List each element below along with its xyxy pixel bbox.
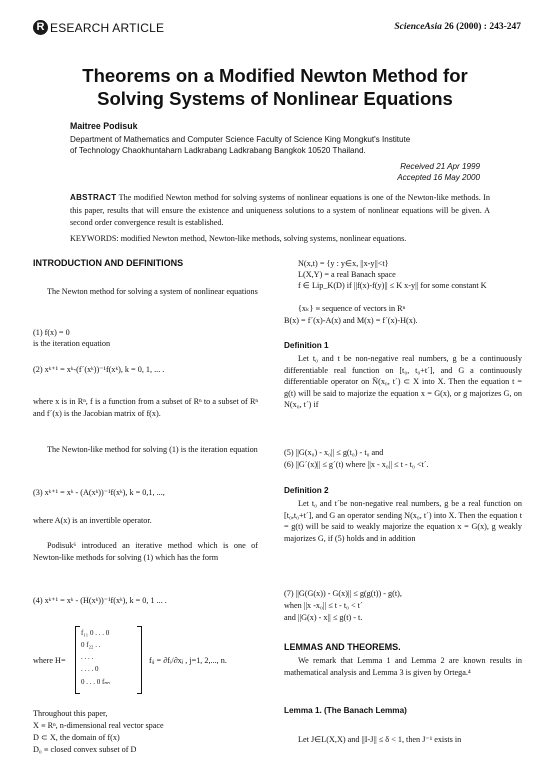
section-heading-lemmas: LEMMAS AND THEOREMS. — [284, 642, 401, 652]
article-header — [33, 20, 521, 38]
definition-1-title: Definition 1 — [284, 341, 329, 350]
lemmas-paragraph: We remark that Lemma 1 and Lemma 2 are known results in mathematical analysis and Lemma 3 is given by Ortega.⁴ — [284, 656, 522, 677]
equation-3: (3) xᵏ⁺¹ = xᵏ - (A(xᵏ))⁻¹f(xᵏ), k = 0,1, ..., — [33, 488, 165, 497]
matrix-row: . . . . — [81, 653, 94, 661]
fij-definition: fᵢⱼ = ∂fᵢ/∂xⱼ , j=1, 2,..., n. — [149, 656, 227, 665]
intro-paragraph: The Newton method for solving a system of nonlinear equations — [47, 287, 258, 296]
lemma-1-title: Lemma 1. (The Banach Lemma) — [284, 706, 407, 715]
equation-7-and: and ||G(x) - x|| ≤ g(t) - t. — [284, 613, 363, 622]
b-definition: B(x) = f´(x)-A(x) and M(x) = f´(x)-H(x). — [284, 316, 418, 325]
dates — [397, 161, 480, 183]
journal-citation — [394, 22, 521, 32]
where-h-label: where H= — [33, 656, 66, 665]
abstract-text: The modified Newton method for solving systems of nonlinear equations is one of the Newton-like methods. In this paper, results that will ensure the existence and uniqueness solutions to a system of nonlinear equations will be given. A second order convergence result is established. — [70, 193, 490, 227]
newton-like-paragraph: The Newton-like method for solving (1) is the iteration equation — [47, 445, 258, 454]
matrix-row: 0 f₂₂ . . — [81, 641, 101, 649]
equation-6: (6) ||G´(x)|| ≤ g´(t) where ||x - x₀|| ≤ t - t₀ <t´. — [284, 460, 429, 469]
article-type-label: ESEARCH ARTICLE — [50, 21, 165, 35]
equation-7: (7) ||G(G(x)) - G(x)|| ≤ g(g(t)) - g(t), — [284, 589, 402, 598]
podisuk-paragraph: Podisuk⁶ introduced an iterative method which is one of Newton-like methods for solving (1) which has the form — [33, 541, 258, 562]
matrix-right-bracket — [137, 626, 142, 694]
equation-2-explanation: where x is in Rⁿ, f is a function from a subset of Rⁿ to a subset of Rⁿ and f´(x) is the Jacobian matrix of f(x). — [33, 397, 258, 418]
received-date: Received 21 Apr 1999 — [400, 162, 480, 171]
equation-2: (2) xᵏ⁺¹ = xᵏ-(f´(xᵏ))⁻¹f(xᵏ), k = 0, 1, ... . — [33, 365, 165, 374]
definition-2-text: Let t₀ and t´be non-negative real numbers, g be a real function on [t₀,t₀+t´], and G an operator sending N(x₀, t´) into X. Then the equation t = g(t) will be said to weakly majorize the equation x = G(x), g weakly majorizes G, if (5) holds and in addition — [284, 499, 522, 543]
equation-7-when: when ||x -x₀|| ≤ t - t₀ < t´ — [284, 601, 363, 610]
abstract-label: ABSTRACT — [70, 193, 117, 202]
sequence-definition: {xₖ} ≡ sequence of vectors in Rⁿ — [298, 304, 406, 313]
l-definition: L(X,Y) = a real Banach space — [298, 270, 396, 279]
affiliation-line-2: of Technology Chaokhuntaharn Ladkrabang Ladkrabang Bangkok 10520 Thailand. — [70, 146, 366, 155]
matrix-row: 0 . . . 0 fₙₙ — [81, 678, 110, 686]
title-line-2: Solving Systems of Nonlinear Equations — [97, 88, 453, 109]
matrix-row: f₁₁ 0 . . . 0 — [81, 629, 110, 637]
lemma-1-text: Let J∈L(X,X) and ||I-J|| ≤ δ < 1, then J⁻¹ exists in — [298, 735, 462, 744]
title-line-1: Theorems on a Modified Newton Method for — [82, 65, 468, 86]
equation-5: (5) ||G(x₀) - x₀|| ≤ g(t₀) - t₀ and — [284, 448, 384, 457]
keywords: KEYWORDS: modified Newton method, Newton-like methods, solving systems, nonlinear equations. — [70, 234, 407, 243]
journal-name: ScienceAsia — [394, 22, 442, 32]
journal-volume: 26 (2000) : 243-247 — [444, 22, 521, 32]
affiliation-line-1: Department of Mathematics and Computer Science Faculty of Science King Mongkut's Institute — [70, 135, 411, 144]
definition-d: D ⊂ X, the domain of f(x) — [33, 733, 120, 742]
paper-title — [60, 64, 490, 110]
lipschitz-definition: f ∈ Lip_K(D) if ||f(x)-f(y)|| ≤ K x-y|| for some constant K — [298, 281, 487, 290]
matrix-row: . . . . 0 — [81, 665, 99, 673]
matrix-left-bracket — [75, 626, 80, 694]
h-matrix-definition — [33, 624, 258, 700]
abstract — [70, 192, 490, 230]
equation-1: (1) f(x) = 0 — [33, 328, 70, 337]
definition-2-title: Definition 2 — [284, 486, 329, 495]
n-definition: N(x,t) = {y : y∈x, ||x-y||<t} — [298, 259, 389, 268]
definition-1-text: Let t₀ and t be non-negative real numbers, g be a continuously differentiable real function on [t₀, t₀+t´], and G a continuously differentiable operator on N̄(x₀, t´) ⊂ X into X. Then the equation t = g(t) will be said to majorize the equation x = G(x), or g majorizes G, on N(x₀, t´) if — [284, 354, 522, 409]
equation-3-explanation: where A(x) is an invertible operator. — [33, 516, 152, 525]
definition-x: X ≡ Rⁿ, n-dimensional real vector space — [33, 721, 164, 730]
section-heading-introduction: INTRODUCTION AND DEFINITIONS — [33, 258, 184, 268]
affiliation — [70, 134, 490, 156]
research-article-logo: R — [33, 20, 48, 35]
equation-1-caption: is the iteration equation — [33, 339, 111, 348]
definition-d0: D₀ ≡ closed convex subset of D — [33, 745, 137, 754]
accepted-date: Accepted 16 May 2000 — [397, 173, 480, 182]
equation-4: (4) xᵏ⁺¹ = xᵏ - (H(xᵏ))⁻¹f(xᵏ), k = 0, 1 ... . — [33, 596, 167, 605]
throughout-text: Throughout this paper, — [33, 709, 108, 718]
author: Maitree Podisuk — [70, 121, 138, 131]
